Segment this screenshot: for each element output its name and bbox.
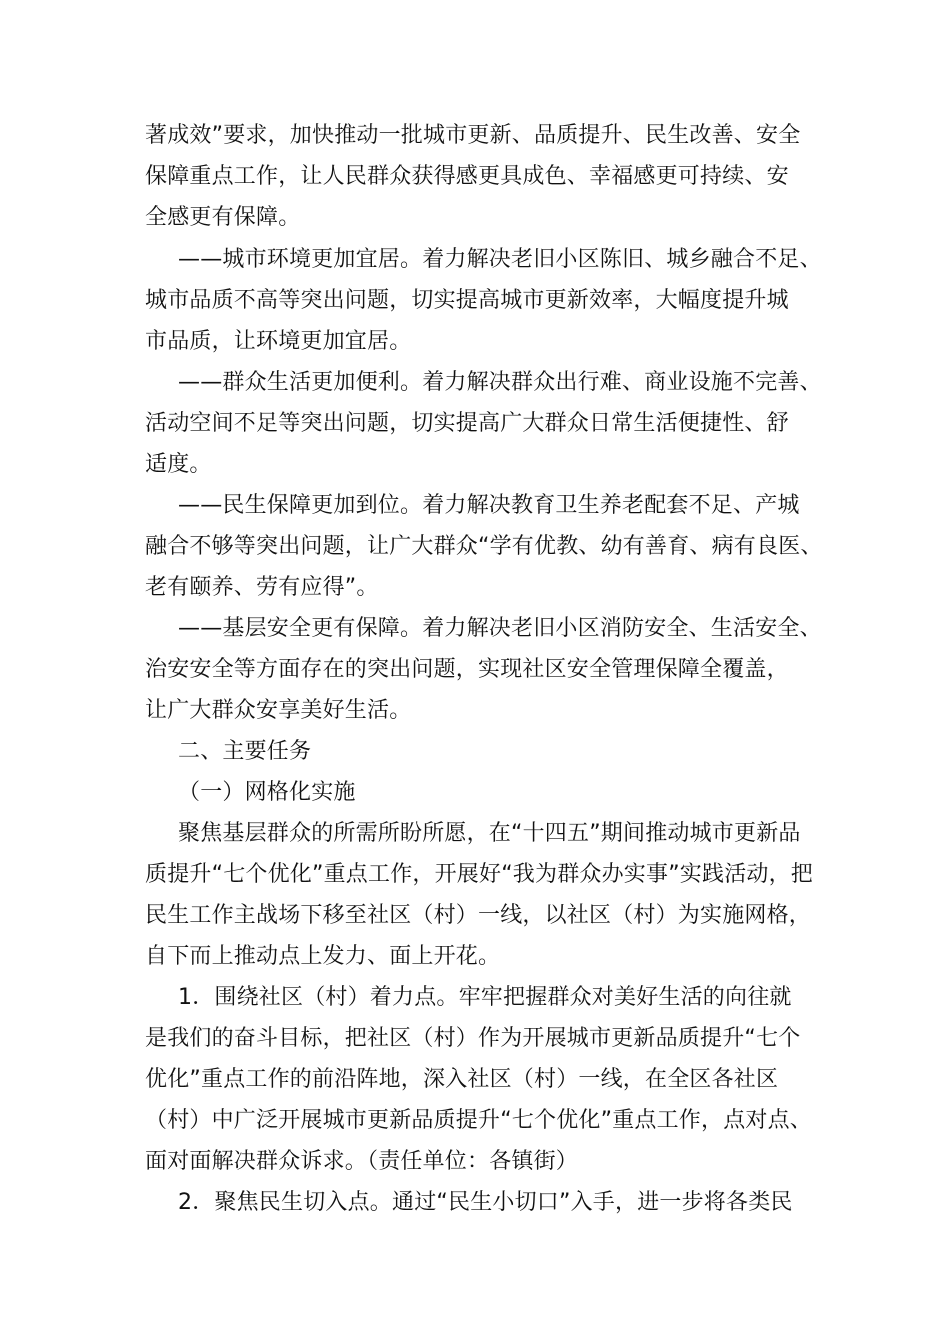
paragraph-line: 民生工作主战场下移至社区（村）一线，以社区（村）为实施网格， <box>145 903 812 928</box>
paragraph-line: 治安安全等方面存在的突出问题，实现社区安全管理保障全覆盖， <box>145 657 789 682</box>
paragraph-line: ——群众生活更加便利。着力解决群众出行难、商业设施不完善、 <box>178 370 822 395</box>
paragraph-line: 著成效”要求，加快推动一批城市更新、品质提升、民生改善、安全 <box>145 123 801 148</box>
paragraph-line: 城市品质不高等突出问题，切实提高城市更新效率，大幅度提升城 <box>145 288 789 313</box>
paragraph-line: ——城市环境更加宜居。着力解决老旧小区陈旧、城乡融合不足、 <box>178 247 822 272</box>
paragraph-line: 老有颐养、劳有应得”。 <box>145 575 379 600</box>
paragraph-line: （村）中广泛开展城市更新品质提升“七个优化”重点工作，点对点、 <box>145 1108 812 1133</box>
paragraph-line: 保障重点工作，让人民群众获得感更具成色、幸福感更可持续、安 <box>145 164 789 189</box>
paragraph-line: 质提升“七个优化”重点工作，开展好“我为群众办实事”实践活动，把 <box>145 862 813 887</box>
paragraph-line: 面对面解决群众诉求。（责任单位：各镇街） <box>145 1149 579 1174</box>
paragraph-line: 1．围绕社区（村）着力点。牢牢把握群众对美好生活的向往就 <box>178 985 792 1010</box>
paragraph-line: ——民生保障更加到位。着力解决教育卫生养老配套不足、产城 <box>178 493 800 518</box>
subsection-heading: （一）网格化实施 <box>178 780 356 805</box>
paragraph-line: 让广大群众安享美好生活。 <box>145 698 412 723</box>
paragraph-line: 适度。 <box>145 452 212 477</box>
paragraph-line: 是我们的奋斗目标，把社区（村）作为开展城市更新品质提升“七个 <box>145 1026 801 1051</box>
section-heading: 二、主要任务 <box>178 739 312 764</box>
paragraph-line: 自下而上推动点上发力、面上开花。 <box>145 944 501 969</box>
paragraph-line: 融合不够等突出问题，让广大群众“学有优教、幼有善育、病有良医、 <box>145 534 823 559</box>
paragraph-line: 市品质，让环境更加宜居。 <box>145 329 412 354</box>
paragraph-line: 聚焦基层群众的所需所盼所愿，在“十四五”期间推动城市更新品 <box>178 821 801 846</box>
paragraph-line: 优化”重点工作的前沿阵地，深入社区（村）一线，在全区各社区 <box>145 1067 779 1092</box>
paragraph-line: ——基层安全更有保障。着力解决老旧小区消防安全、生活安全、 <box>178 616 822 641</box>
paragraph-line: 活动空间不足等突出问题，切实提高广大群众日常生活便捷性、舒 <box>145 411 789 436</box>
paragraph-line: 全感更有保障。 <box>145 205 301 230</box>
paragraph-line: 2．聚焦民生切入点。通过“民生小切口”入手，进一步将各类民 <box>178 1190 793 1215</box>
